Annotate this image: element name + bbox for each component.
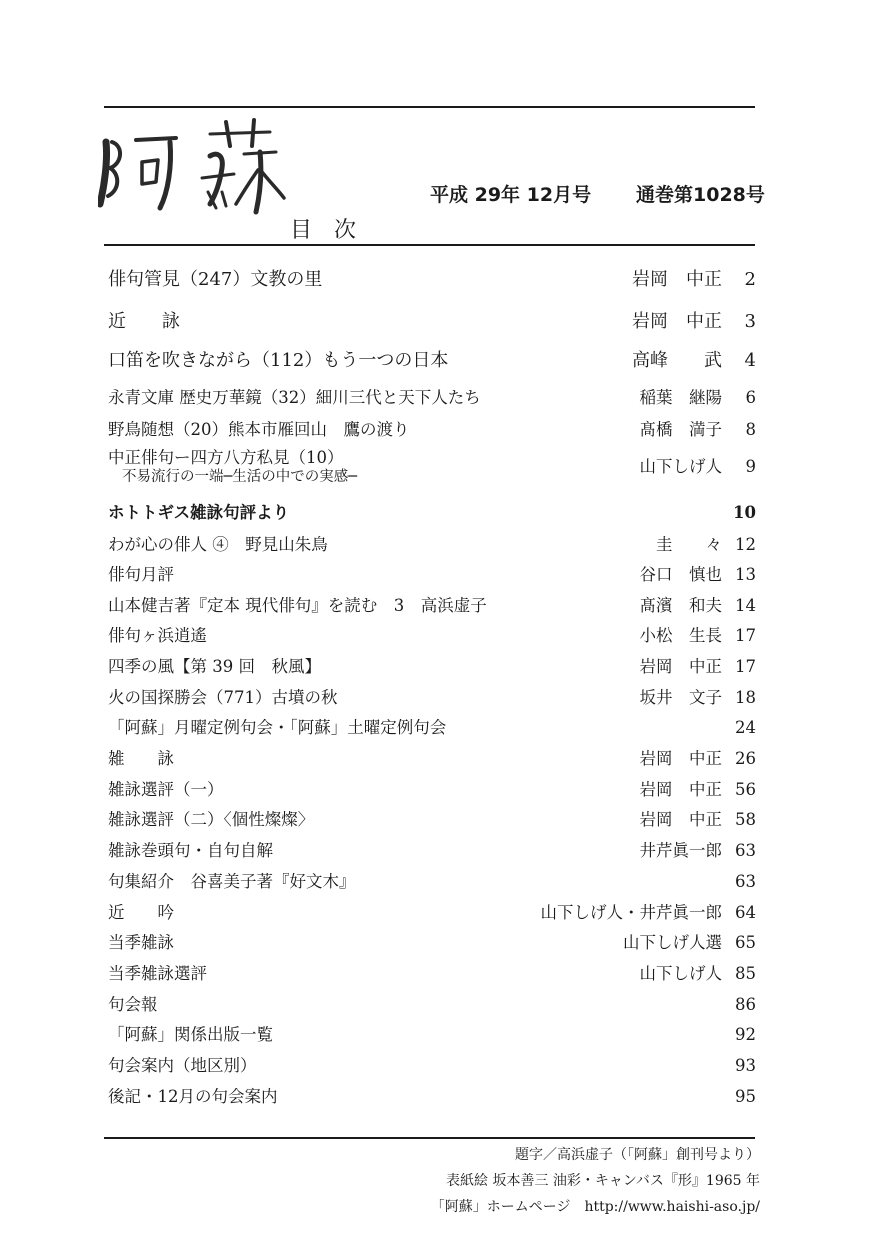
toc-author: 圭 々 <box>656 535 722 554</box>
footer-homepage: 「阿蘇」ホームページ http://www.haishi-aso.jp/ <box>430 1199 760 1215</box>
toc-row <box>108 563 756 587</box>
toc-row <box>108 962 756 986</box>
toc-row <box>108 839 756 863</box>
toc-page-number: 95 <box>735 1087 756 1106</box>
toc-title: 当季雑詠選評 <box>108 964 207 983</box>
toc-page-number: 17 <box>735 626 756 645</box>
toc-row <box>108 716 756 740</box>
toc-author: 岩岡 中正 <box>639 657 722 676</box>
toc-author: 山下しげ人 <box>639 964 722 983</box>
toc-title: 雑詠選評（一） <box>108 780 224 799</box>
toc-author: 高峰 武 <box>632 350 722 371</box>
toc-page-number: 14 <box>735 596 756 615</box>
footer-cover-credit: 表紙絵 坂本善三 油彩・キャンバス『形』1965 年 <box>446 1173 760 1189</box>
toc-row <box>108 747 756 771</box>
toc-title: 後記・12月の句会案内 <box>108 1087 278 1106</box>
toc-row <box>108 993 756 1017</box>
toc-title: 句会案内（地区別） <box>108 1056 257 1075</box>
toc-title: 句集紹介 谷喜美子著『好文木』 <box>108 872 356 891</box>
toc-title: ホトトギス雑詠句評より <box>108 503 290 522</box>
toc-row <box>108 418 756 442</box>
toc-row <box>108 501 756 525</box>
toc-page-number: 24 <box>735 718 756 737</box>
toc-row <box>108 808 756 832</box>
issue-date: 平成 29年 12月号 <box>430 184 592 206</box>
aso-calligraphy-logo <box>98 112 298 220</box>
toc-page-number: 86 <box>735 995 756 1014</box>
toc-title: 永青文庫 歴史万華鏡（32）細川三代と天下人たち <box>108 388 481 407</box>
toc-page-number: 26 <box>735 749 756 768</box>
toc-page-number: 63 <box>735 872 756 891</box>
toc-title: 近 吟 <box>108 903 174 922</box>
toc-row <box>108 1054 756 1078</box>
toc-author: 岩岡 中正 <box>639 780 722 799</box>
toc-subtitle: 不易流行の一端─生活の中での実感─ <box>122 469 357 485</box>
toc-author: 稲葉 継陽 <box>639 388 722 407</box>
toc-author: 谷口 慎也 <box>639 565 722 584</box>
toc-page-number: 6 <box>745 388 756 407</box>
toc-page-number: 18 <box>735 688 756 707</box>
toc-row <box>108 349 756 373</box>
toc-page-number: 58 <box>735 810 756 829</box>
toc-author: 髙濱 和夫 <box>639 596 722 615</box>
toc-row <box>108 870 756 894</box>
toc-page-number: 13 <box>735 565 756 584</box>
toc-page-number: 3 <box>744 311 756 332</box>
toc-row <box>108 386 756 410</box>
toc-author: 岩岡 中正 <box>639 749 722 768</box>
toc-row <box>108 686 756 710</box>
toc-author: 髙橋 満子 <box>639 420 722 439</box>
toc-page-number: 8 <box>745 420 756 439</box>
toc-title: 火の国探勝会（771）古墳の秋 <box>108 688 338 707</box>
toc-title: 野鳥随想（20）熊本市雁回山 鷹の渡り <box>108 420 410 439</box>
toc-author: 坂井 文子 <box>639 688 722 707</box>
toc-page-number: 2 <box>744 269 756 290</box>
toc-title: わが心の俳人 ④ 野見山朱鳥 <box>108 535 328 554</box>
toc-row <box>108 533 756 557</box>
volume-number: 通巻第1028号 <box>636 184 765 206</box>
toc-title: 山本健吉著『定本 現代俳句』を読む 3 高浜虚子 <box>108 596 487 615</box>
toc-author: 山下しげ人・井芹眞一郎 <box>540 903 722 922</box>
toc-title: 雑詠選評（二）〈個性燦燦〉 <box>108 810 315 829</box>
toc-author: 小松 生長 <box>639 626 722 645</box>
toc-row <box>108 624 756 648</box>
toc-title: 雑 詠 <box>108 749 174 768</box>
toc-page-number: 92 <box>735 1025 756 1044</box>
toc-row <box>108 931 756 955</box>
toc-page-number: 56 <box>735 780 756 799</box>
toc-row <box>108 268 756 292</box>
footer-calligraphy-credit: 題字／高浜虚子（「阿蘇」創刊号より） <box>515 1147 760 1163</box>
toc-title: 雑詠巻頭句・自句自解 <box>108 841 273 860</box>
toc-page-number: 65 <box>735 933 756 952</box>
toc-title: 俳句管見（247）文教の里 <box>108 269 323 290</box>
toc-row <box>108 1023 756 1047</box>
toc-row <box>108 901 756 925</box>
toc-author: 山下しげ人 <box>639 457 722 476</box>
toc-page-number: 93 <box>735 1056 756 1075</box>
toc-author: 山下しげ人選 <box>623 933 722 952</box>
toc-page-number: 85 <box>735 964 756 983</box>
toc-row <box>108 446 756 485</box>
footer-rule <box>104 1137 755 1139</box>
toc-author: 岩岡 中正 <box>639 810 722 829</box>
toc-title: 口笛を吹きながら（112）もう一つの日本 <box>108 350 449 371</box>
toc-page-number: 12 <box>735 535 756 554</box>
toc-title: 俳句ヶ浜逍遙 <box>108 626 207 645</box>
toc-title: 俳句月評 <box>108 565 174 584</box>
toc-heading: 目次 <box>290 218 379 243</box>
toc-title: 四季の風【第 39 回 秋風】 <box>108 657 321 676</box>
toc-page-number: 64 <box>735 903 756 922</box>
toc-title: 近 詠 <box>108 311 180 332</box>
top-rule <box>104 106 755 108</box>
toc-page-number: 4 <box>744 350 756 371</box>
toc-title: 中正俳句ー四方八方私見（10） <box>108 448 344 467</box>
header-rule <box>104 244 755 246</box>
toc-title: 句会報 <box>108 995 158 1014</box>
toc-row <box>108 594 756 618</box>
toc-author: 岩岡 中正 <box>632 269 722 290</box>
toc-row <box>108 1085 756 1109</box>
toc-title: 「阿蘇」関係出版一覧 <box>108 1025 273 1044</box>
toc-page-number: 17 <box>735 657 756 676</box>
toc-row <box>108 310 756 334</box>
toc-title: 当季雑詠 <box>108 933 174 952</box>
toc-author: 岩岡 中正 <box>632 311 722 332</box>
toc-page-number: 63 <box>735 841 756 860</box>
toc-page-number: 10 <box>733 503 756 522</box>
toc-author: 井芹眞一郎 <box>639 841 722 860</box>
toc-page-number: 9 <box>745 457 756 476</box>
toc-row <box>108 778 756 802</box>
toc-row <box>108 655 756 679</box>
toc-title: 「阿蘇」月曜定例句会・「阿蘇」土曜定例句会 <box>108 718 447 737</box>
